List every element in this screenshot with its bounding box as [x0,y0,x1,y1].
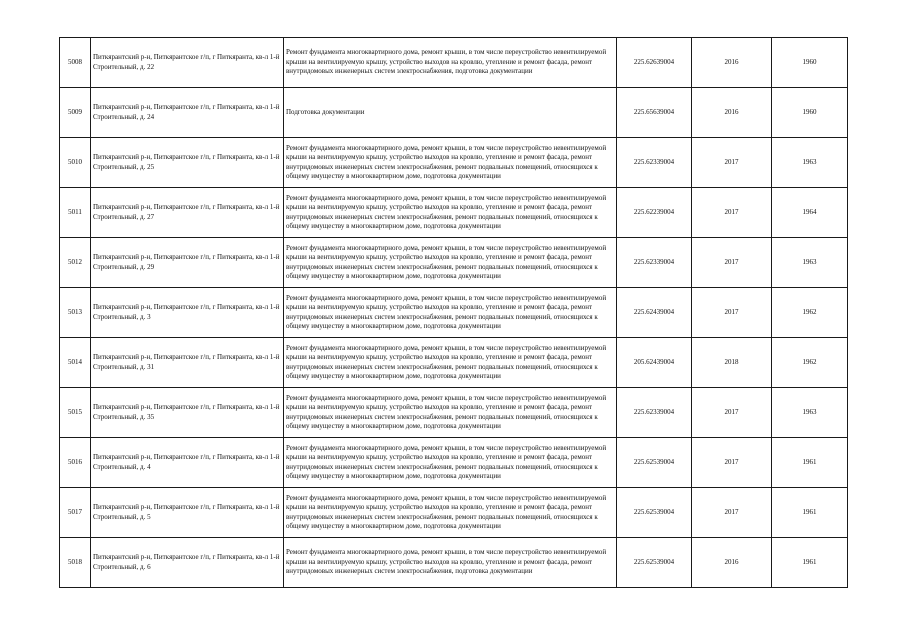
row-number: 5018 [60,538,91,588]
build-year-cell: 1964 [772,188,848,238]
row-number: 5017 [60,488,91,538]
address-cell: Питкярантский р-н, Питкярантское г/п, г Питкяранта, кв-л 1-й Строительный, д. 25 [91,138,284,188]
address-cell: Питкярантский р-н, Питкярантское г/п, г Питкяранта, кв-л 1-й Строительный, д. 22 [91,38,284,88]
works-cell: Ремонт фундамента многоквартирного дома, ремонт крыши, в том числе переустройство невентилируемой крыши на вентилируемую крышу, устройство выходов на кровлю, утепление и ремонт фасада, ремонт внутридомовых инженерных систем электроснабжения, подготовка документации [284,38,617,88]
cost-cell: 225.62539004 [617,438,692,488]
address-cell: Питкярантский р-н, Питкярантское г/п, г Питкяранта, кв-л 1-й Строительный, д. 4 [91,438,284,488]
row-number: 5015 [60,388,91,438]
cost-cell: 225.62539004 [617,488,692,538]
build-year-cell: 1963 [772,388,848,438]
cost-cell: 225.62439004 [617,288,692,338]
table-row [60,38,848,88]
table-row [60,188,848,238]
plan-year-cell: 2017 [692,288,772,338]
build-year-cell: 1961 [772,438,848,488]
row-number: 5011 [60,188,91,238]
table-row [60,288,848,338]
plan-year-cell: 2017 [692,238,772,288]
plan-year-cell: 2016 [692,538,772,588]
works-cell: Ремонт фундамента многоквартирного дома, ремонт крыши, в том числе переустройство невентилируемой крыши на вентилируемую крышу, устройство выходов на кровлю, утепление и ремонт фасада, ремонт внутридомовых инженерных систем электроснабжения, ремонт подвальных помещений, относящихся к общему имуществу в многоквартирном доме, подготовка документации [284,338,617,388]
row-number: 5013 [60,288,91,338]
plan-year-cell: 2017 [692,138,772,188]
cost-cell: 225.62339004 [617,238,692,288]
works-cell: Ремонт фундамента многоквартирного дома, ремонт крыши, в том числе переустройство невентилируемой крыши на вентилируемую крышу, устройство выходов на кровлю, утепление и ремонт фасада, ремонт внутридомовых инженерных систем электроснабжения, ремонт подвальных помещений, относящихся к общему имуществу в многоквартирном доме, подготовка документации [284,238,617,288]
address-cell: Питкярантский р-н, Питкярантское г/п, г Питкяранта, кв-л 1-й Строительный, д. 35 [91,388,284,438]
table-row [60,538,848,588]
row-number: 5010 [60,138,91,188]
plan-year-cell: 2016 [692,38,772,88]
table-row [60,138,848,188]
plan-year-cell: 2017 [692,388,772,438]
plan-year-cell: 2017 [692,188,772,238]
row-number: 5014 [60,338,91,388]
cost-cell: 225.62539004 [617,538,692,588]
address-cell: Питкярантский р-н, Питкярантское г/п, г Питкяранта, кв-л 1-й Строительный, д. 6 [91,538,284,588]
works-cell: Ремонт фундамента многоквартирного дома, ремонт крыши, в том числе переустройство невентилируемой крыши на вентилируемую крышу, устройство выходов на кровлю, утепление и ремонт фасада, ремонт внутридомовых инженерных систем электроснабжения, ремонт подвальных помещений, относящихся к общему имуществу в многоквартирном доме, подготовка документации [284,438,617,488]
works-cell: Ремонт фундамента многоквартирного дома, ремонт крыши, в том числе переустройство невентилируемой крыши на вентилируемую крышу, устройство выходов на кровлю, утепление и ремонт фасада, ремонт внутридомовых инженерных систем электроснабжения, ремонт подвальных помещений, относящихся к общему имуществу в многоквартирном доме, подготовка документации [284,388,617,438]
build-year-cell: 1963 [772,138,848,188]
cost-cell: 225.65639004 [617,88,692,138]
table-row [60,238,848,288]
register-table [59,37,848,588]
build-year-cell: 1961 [772,538,848,588]
build-year-cell: 1961 [772,488,848,538]
table-row [60,88,848,138]
works-cell: Ремонт фундамента многоквартирного дома, ремонт крыши, в том числе переустройство невентилируемой крыши на вентилируемую крышу, устройство выходов на кровлю, утепление и ремонт фасада, ремонт внутридомовых инженерных систем электроснабжения, ремонт подвальных помещений, относящихся к общему имуществу в многоквартирном доме, подготовка документации [284,188,617,238]
address-cell: Питкярантский р-н, Питкярантское г/п, г Питкяранта, кв-л 1-й Строительный, д. 31 [91,338,284,388]
plan-year-cell: 2018 [692,338,772,388]
build-year-cell: 1962 [772,338,848,388]
build-year-cell: 1963 [772,238,848,288]
address-cell: Питкярантский р-н, Питкярантское г/п, г Питкяранта, кв-л 1-й Строительный, д. 5 [91,488,284,538]
build-year-cell: 1962 [772,288,848,338]
row-number: 5012 [60,238,91,288]
address-cell: Питкярантский р-н, Питкярантское г/п, г Питкяранта, кв-л 1-й Строительный, д. 27 [91,188,284,238]
row-number: 5009 [60,88,91,138]
row-number: 5008 [60,38,91,88]
table-row [60,388,848,438]
table-row [60,488,848,538]
address-cell: Питкярантский р-н, Питкярантское г/п, г Питкяранта, кв-л 1-й Строительный, д. 29 [91,238,284,288]
plan-year-cell: 2016 [692,88,772,138]
table-row [60,438,848,488]
works-cell: Ремонт фундамента многоквартирного дома, ремонт крыши, в том числе переустройство невентилируемой крыши на вентилируемую крышу, устройство выходов на кровлю, утепление и ремонт фасада, ремонт внутридомовых инженерных систем электроснабжения, подготовка документации [284,538,617,588]
cost-cell: 225.62639004 [617,38,692,88]
cost-cell: 225.62339004 [617,388,692,438]
build-year-cell: 1960 [772,38,848,88]
row-number: 5016 [60,438,91,488]
cost-cell: 225.62239004 [617,188,692,238]
plan-year-cell: 2017 [692,488,772,538]
plan-year-cell: 2017 [692,438,772,488]
cost-cell: 205.62439004 [617,338,692,388]
table-row [60,338,848,388]
register-table-body [60,38,848,588]
address-cell: Питкярантский р-н, Питкярантское г/п, г Питкяранта, кв-л 1-й Строительный, д. 3 [91,288,284,338]
works-cell: Ремонт фундамента многоквартирного дома, ремонт крыши, в том числе переустройство невентилируемой крыши на вентилируемую крышу, устройство выходов на кровлю, утепление и ремонт фасада, ремонт внутридомовых инженерных систем электроснабжения, ремонт подвальных помещений, относящихся к общему имуществу в многоквартирном доме, подготовка документации [284,488,617,538]
works-cell: Подготовка документации [284,88,617,138]
build-year-cell: 1960 [772,88,848,138]
works-cell: Ремонт фундамента многоквартирного дома, ремонт крыши, в том числе переустройство невентилируемой крыши на вентилируемую крышу, устройство выходов на кровлю, утепление и ремонт фасада, ремонт внутридомовых инженерных систем электроснабжения, ремонт подвальных помещений, относящихся к общему имуществу в многоквартирном доме, подготовка документации [284,138,617,188]
cost-cell: 225.62339004 [617,138,692,188]
address-cell: Питкярантский р-н, Питкярантское г/п, г Питкяранта, кв-л 1-й Строительный, д. 24 [91,88,284,138]
works-cell: Ремонт фундамента многоквартирного дома, ремонт крыши, в том числе переустройство невентилируемой крыши на вентилируемую крышу, устройство выходов на кровлю, утепление и ремонт фасада, ремонт внутридомовых инженерных систем электроснабжения, ремонт подвальных помещений, относящихся к общему имуществу в многоквартирном доме, подготовка документации [284,288,617,338]
